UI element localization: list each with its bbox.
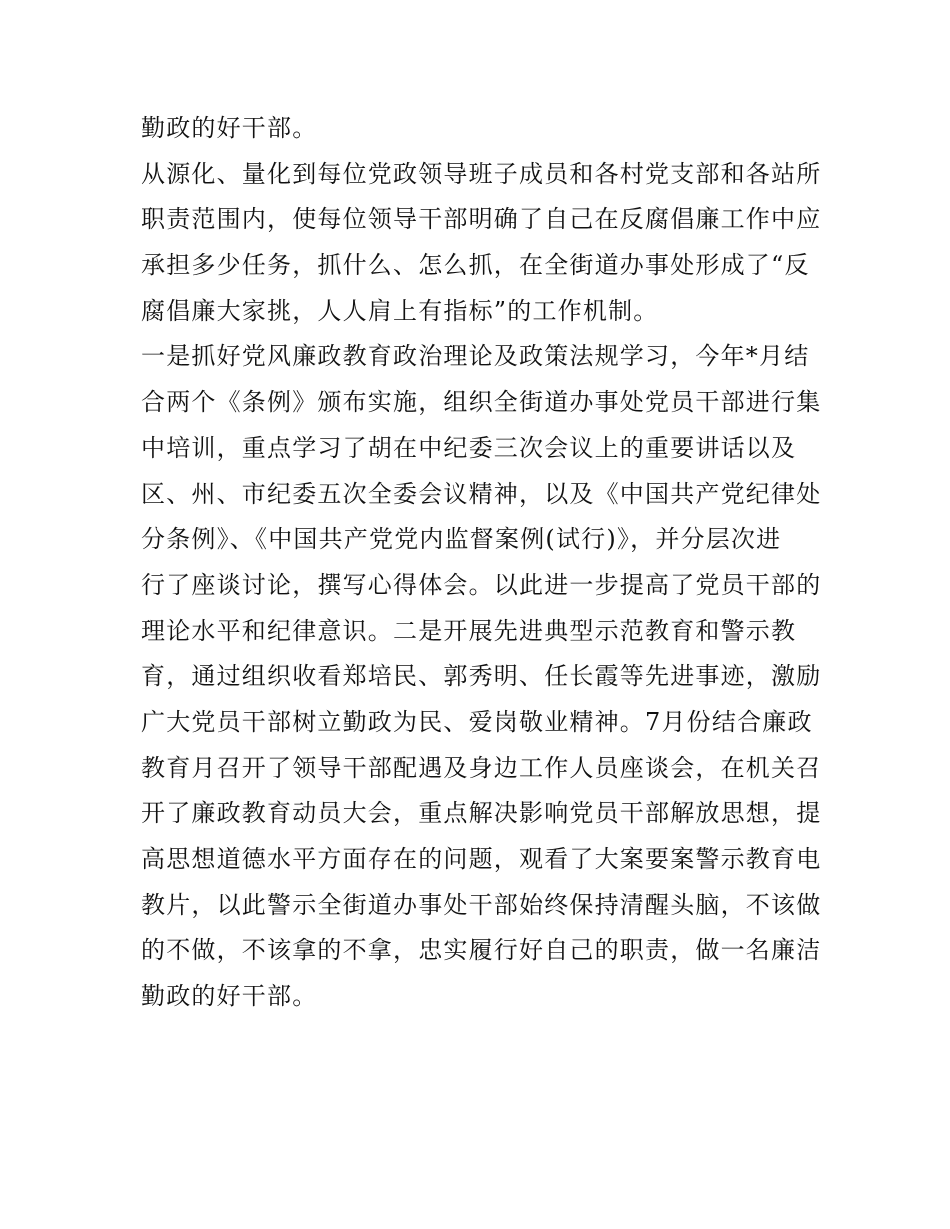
text-line-7: 合两个《条例》颁布实施，组织全街道办事处党员干部进行集 [141, 388, 822, 417]
text-line-20: 勤政的好干部。 [141, 982, 318, 1011]
text-line-6: 一是抓好党风廉政教育政治理论及政策法规学习，今年*月结 [141, 342, 810, 371]
text-line-13: 育，通过组织收看郑培民、郭秀明、任长霞等先进事迹，激励 [141, 662, 822, 691]
text-line-4: 承担多少任务，抓什么、怎么抓，在全街道办事处形成了“反 [141, 251, 810, 280]
text-line-11: 行了座谈讨论，撰写心得体会。以此进一步提高了党员干部的 [141, 570, 822, 599]
text-line-5: 腐倡廉大家挑，人人肩上有指标”的工作机制。 [141, 296, 659, 325]
text-line-18: 教片，以此警示全街道办事处干部始终保持清醒头脑，不该做 [141, 890, 822, 919]
text-line-2: 从源化、量化到每位党政领导班子成员和各村党支部和各站所 [141, 159, 822, 188]
text-line-9: 区、州、市纪委五次全委会议精神，以及《中国共产党纪律处 [141, 479, 822, 508]
text-line-15: 教育月召开了领导干部配遇及身边工作人员座谈会，在机关召 [141, 753, 822, 782]
text-line-12: 理论水平和纪律意识。二是开展先进典型示范教育和警示教 [141, 616, 797, 645]
text-line-14: 广大党员干部树立勤政为民、爱岗敬业精神。7月份结合廉政 [141, 707, 813, 736]
text-line-8: 中培训，重点学习了胡在中纪委三次会议上的重要讲话以及 [141, 433, 797, 462]
text-line-1: 勤政的好干部。 [141, 114, 318, 142]
text-line-19: 的不做，不该拿的不拿，忠实履行好自己的职责，做一名廉洁 [141, 936, 822, 965]
text-line-10: 分条例》、《中国共产党党内监督案例(试行)》，并分层次进 [141, 525, 782, 554]
text-line-3: 职责范围内，使每位领导干部明确了自己在反腐倡廉工作中应 [141, 205, 822, 234]
text-line-16: 开了廉政教育动员大会，重点解决影响党员干部解放思想，提 [141, 799, 822, 828]
text-line-17: 高思想道德水平方面存在的问题，观看了大案要案警示教育电 [141, 845, 822, 873]
document-body [141, 106, 821, 1020]
